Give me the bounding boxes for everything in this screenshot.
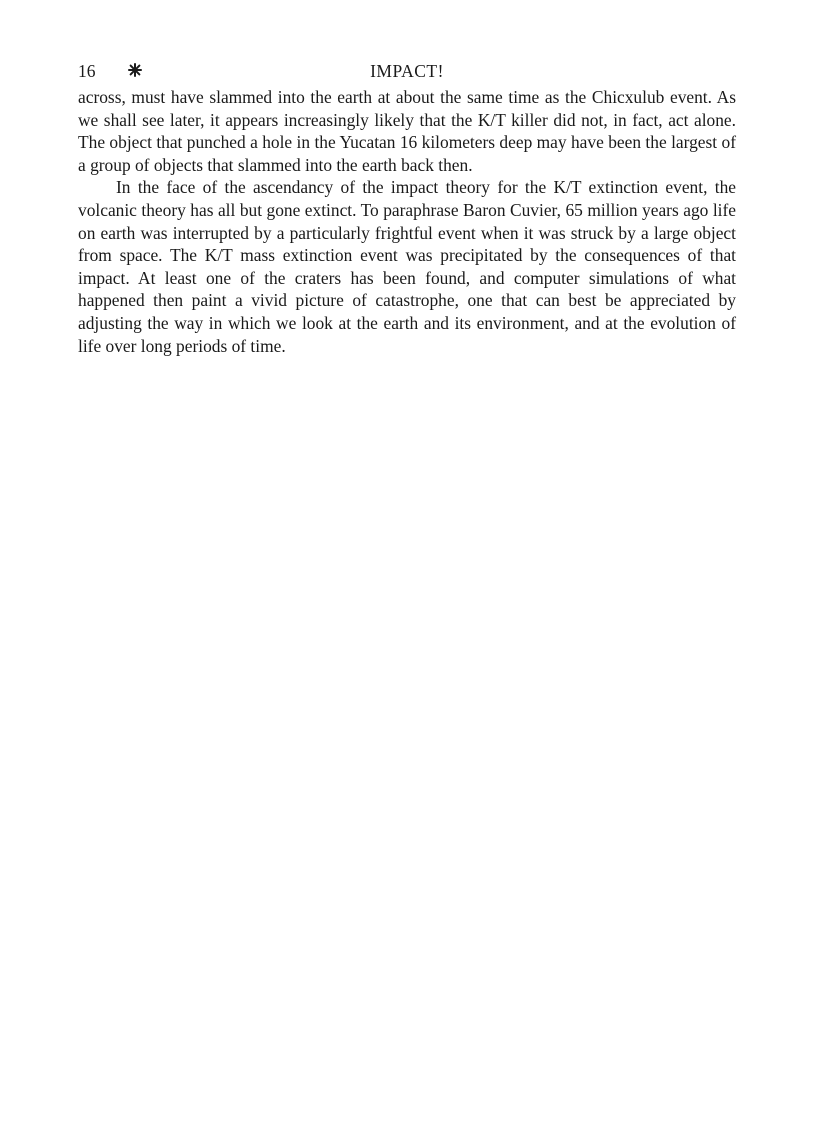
running-title: IMPACT! (370, 61, 444, 81)
running-head (78, 58, 736, 84)
page-number: 16 (78, 61, 96, 81)
paragraph: across, must have slammed into the earth at about the same time as the Chicxulub event. As we shall see later, it appears increasingly likely that the K/T killer did not, in fact, act alone. The object that punched a hole in the Yucatan 16 kilometers deep may have been the largest of a group of objects that slammed into the earth back then. (78, 87, 736, 175)
body-text (78, 86, 736, 357)
paragraph: In the face of the ascendancy of the impact theory for the K/T extinction event, the volcanic theory has all but gone extinct. To paraphrase Baron Cuvier, 65 million years ago life on earth was interrupted by a particularly frightful event when it was struck by a large object from space. The K/T mass extinction event was precipitated by the consequences of that impact. At least one of the craters has been found, and computer simulations of what happened then paint a vivid picture of catastrophe, one that can best be appreciated by adjusting the way in which we look at the earth and its environment, and at the evolution of life over long periods of time. (78, 177, 736, 356)
book-page (78, 58, 736, 357)
